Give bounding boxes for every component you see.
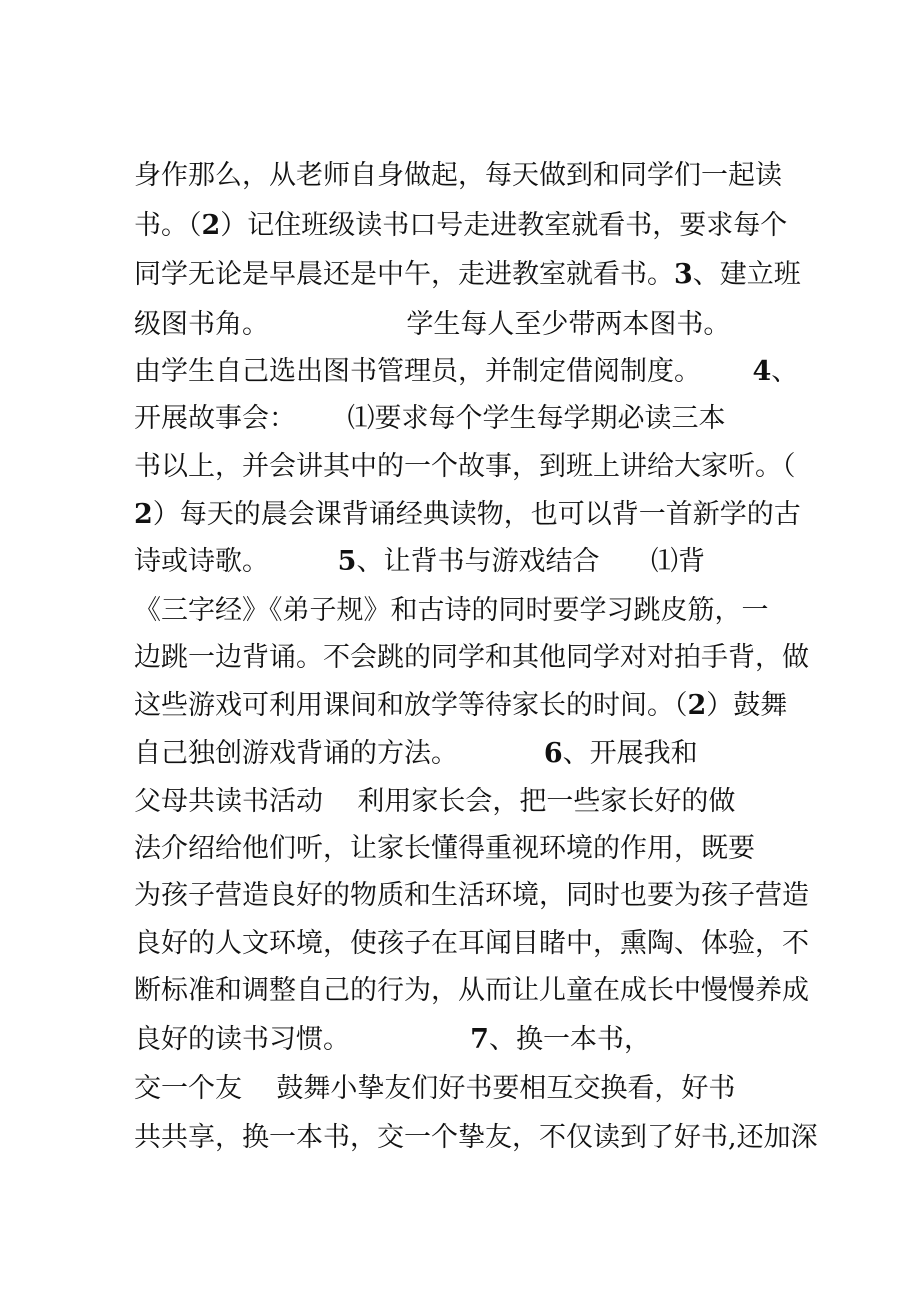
text-segment: ）记住班级读书口号走进教室就看书，要求每个 bbox=[220, 210, 788, 241]
text-line-10 bbox=[134, 588, 769, 634]
text-line-8 bbox=[134, 492, 801, 538]
text-line-5 bbox=[134, 349, 798, 395]
text-segment: 良好的人文环境，使孩子在耳闻目睹中，熏陶、体验，不 bbox=[134, 928, 809, 959]
text-segment: 交一个友 鼓舞小挚友们好书要相互交换看，好书 bbox=[134, 1073, 736, 1104]
text-line-12 bbox=[134, 683, 787, 729]
bold-number: 2 bbox=[201, 210, 221, 241]
text-segment: 、开展我和 bbox=[562, 738, 698, 769]
text-segment: 书以上，并会讲其中的一个故事，到班上讲给大家听。（ bbox=[134, 451, 796, 482]
text-line-13 bbox=[134, 731, 698, 777]
text-segment: 断标准和调整自己的行为，从而让儿童在成长中慢慢养成 bbox=[134, 975, 809, 1006]
text-segment: 良好的读书习惯。 bbox=[134, 1024, 471, 1055]
text-line-6 bbox=[134, 396, 726, 442]
text-segment: 、换一本书， bbox=[488, 1024, 651, 1055]
text-line-2 bbox=[134, 203, 787, 249]
text-line-4 bbox=[134, 302, 730, 348]
text-segment: 、让背书与游戏结合 ⑴背 bbox=[356, 546, 705, 577]
text-segment: 父母共读书活动 利用家长会，把一些家长好的做 bbox=[134, 786, 736, 817]
bold-number: 4 bbox=[752, 356, 772, 387]
text-segment: 、建立班 bbox=[692, 259, 801, 290]
text-segment: 由学生自己选出图书管理员，并制定借阅制度。 bbox=[134, 356, 753, 387]
text-line-16 bbox=[134, 873, 809, 919]
text-segment: 、 bbox=[771, 356, 799, 387]
text-segment: 为孩子营造良好的物质和生活环境，同时也要为孩子营造 bbox=[134, 880, 809, 911]
text-line-20 bbox=[134, 1066, 735, 1112]
text-line-9 bbox=[134, 539, 705, 585]
text-line-19 bbox=[134, 1017, 651, 1063]
text-segment: 书。（ bbox=[134, 210, 202, 241]
text-segment: 《三字经》《弟子规》和古诗的同时要学习跳皮筋，一 bbox=[134, 595, 769, 626]
bold-number: 7 bbox=[470, 1024, 489, 1055]
text-line-3 bbox=[134, 252, 801, 298]
text-segment: 这些游戏可利用课间和放学等待家长的时间。（ bbox=[134, 690, 688, 721]
text-segment: 身作那么，从老师自身做起，每天做到和同学们一起读 bbox=[134, 160, 782, 191]
text-line-21 bbox=[134, 1115, 818, 1161]
text-line-14 bbox=[134, 779, 735, 825]
text-line-15 bbox=[134, 826, 755, 872]
bold-number: 6 bbox=[543, 738, 563, 769]
text-segment: 开展故事会： ⑴要求每个学生每学期必读三本 bbox=[134, 403, 726, 434]
text-line-7 bbox=[134, 444, 796, 490]
text-segment: 诗或诗歌。 bbox=[134, 546, 338, 577]
bold-number: 2 bbox=[134, 499, 153, 530]
text-line-11 bbox=[134, 635, 809, 681]
text-segment: 同学无论是早晨还是中午，走进教室就看书。 bbox=[134, 259, 674, 290]
bold-number: 3 bbox=[674, 259, 693, 290]
bold-number: 5 bbox=[337, 546, 357, 577]
text-line-17 bbox=[134, 921, 809, 967]
text-segment: 法介绍给他们听，让家长懂得重视环境的作用，既要 bbox=[134, 833, 755, 864]
text-segment: 共共享，换一本书，交一个挚友，不仅读到了好书,还加深 bbox=[134, 1122, 818, 1153]
bold-number: 2 bbox=[687, 690, 707, 721]
text-segment: ）鼓舞 bbox=[706, 690, 788, 721]
text-line-18 bbox=[134, 968, 809, 1014]
text-line-1 bbox=[134, 153, 782, 199]
text-segment: 边跳一边背诵。不会跳的同学和其他同学对对拍手背，做 bbox=[134, 642, 809, 673]
text-segment: 自己独创游戏背诵的方法。 bbox=[134, 738, 544, 769]
text-segment: ）每天的晨会课背诵经典读物，也可以背一首新学的古 bbox=[152, 499, 801, 530]
text-segment: 级图书角。 学生每人至少带两本图书。 bbox=[134, 309, 731, 340]
